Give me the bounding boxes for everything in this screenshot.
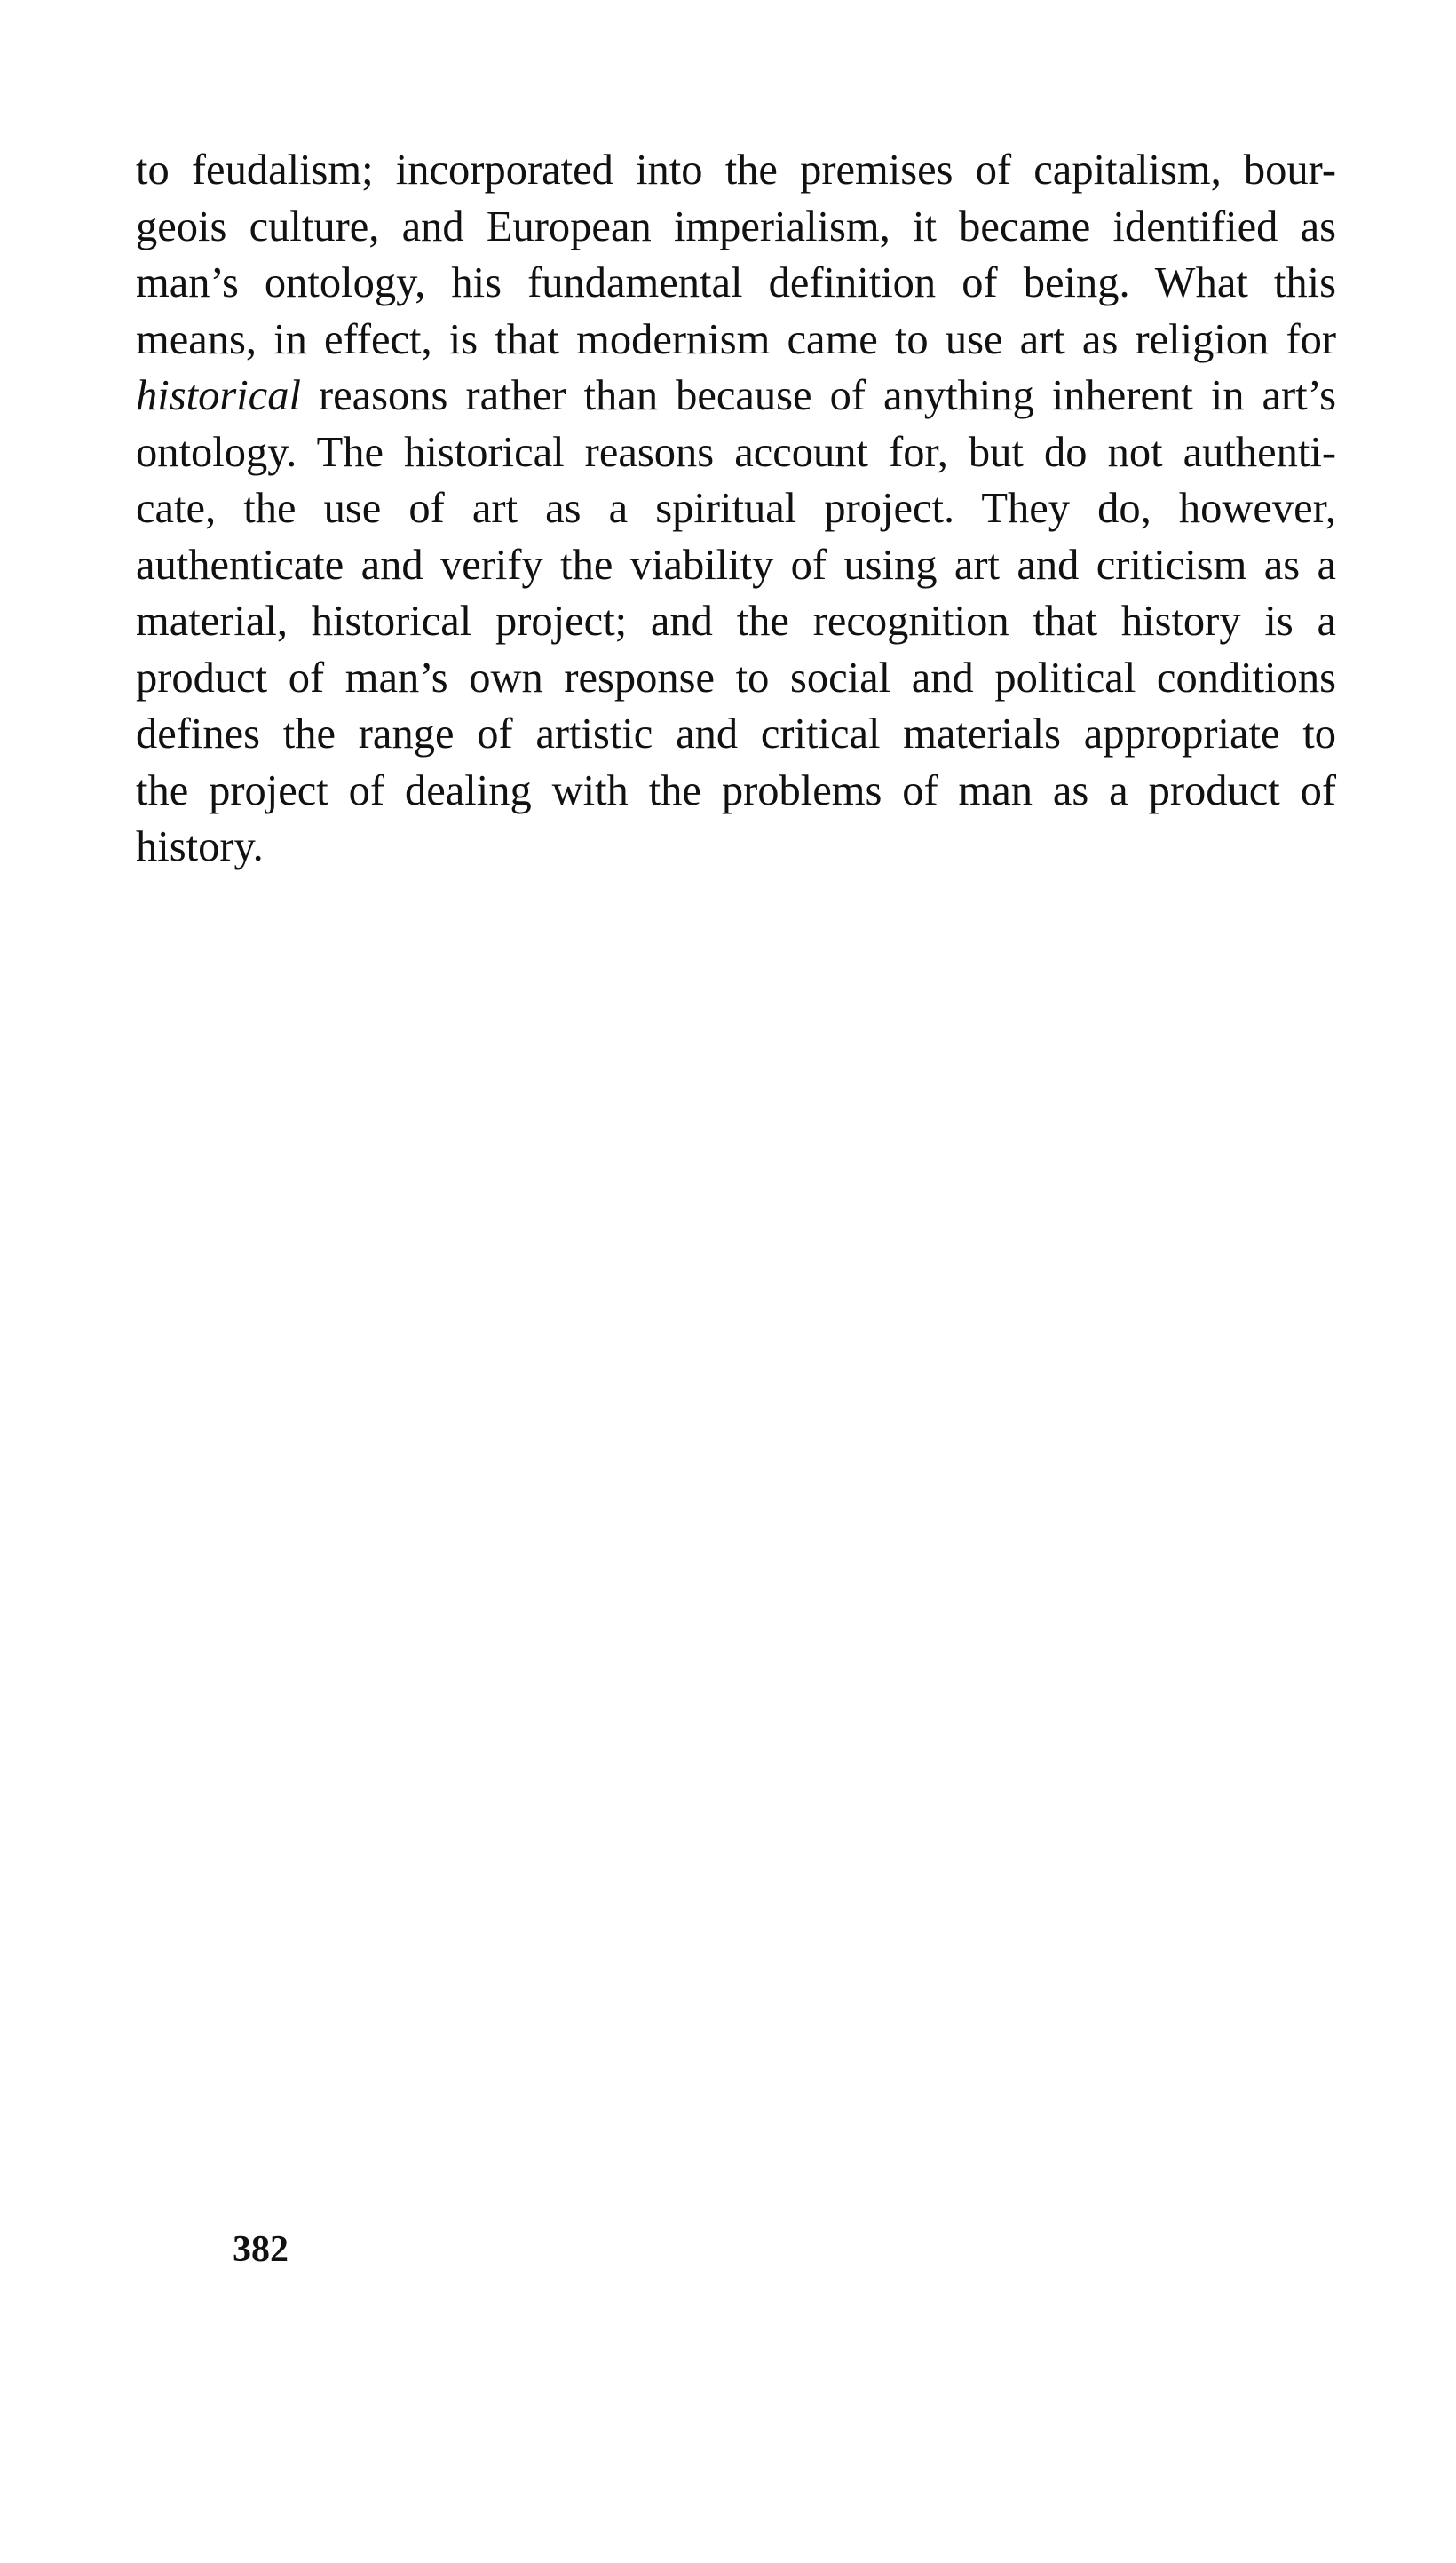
text-line-5-rest: reasons rather than because of anything inherent in art’s: [300, 372, 1336, 419]
text-line-11: defines the range of artistic and critical materials appropriate to: [136, 710, 1336, 758]
page-number: 382: [233, 2229, 289, 2270]
italic-emphasis: historical: [136, 372, 301, 419]
text-line-8: authenticate and verify the viability of using art and criticism as a: [136, 541, 1336, 589]
text-line-1: to feudalism; incorporated into the premises of capitalism, bour-: [136, 147, 1336, 194]
text-line-5: [136, 368, 1336, 425]
text-line-6: ontology. The historical reasons account for, but do not authenti-: [136, 428, 1336, 476]
text-line-4: means, in effect, is that modernism came to use art as religion for: [136, 315, 1336, 363]
body-paragraph: [136, 142, 1336, 876]
text-line-10: product of man’s own response to social and political conditions: [136, 654, 1336, 702]
text-line-2: geois culture, and European imperialism, it became identified as: [136, 202, 1336, 250]
text-line-7: cate, the use of art as a spiritual project. They do, however,: [136, 485, 1336, 532]
text-line-3: man’s ontology, his fundamental definition of being. What this: [136, 259, 1336, 306]
text-line-9: material, historical project; and the recognition that history is a: [136, 598, 1336, 645]
text-line-13: history.: [136, 823, 264, 870]
text-line-12: the project of dealing with the problems of man as a product of: [136, 766, 1336, 814]
